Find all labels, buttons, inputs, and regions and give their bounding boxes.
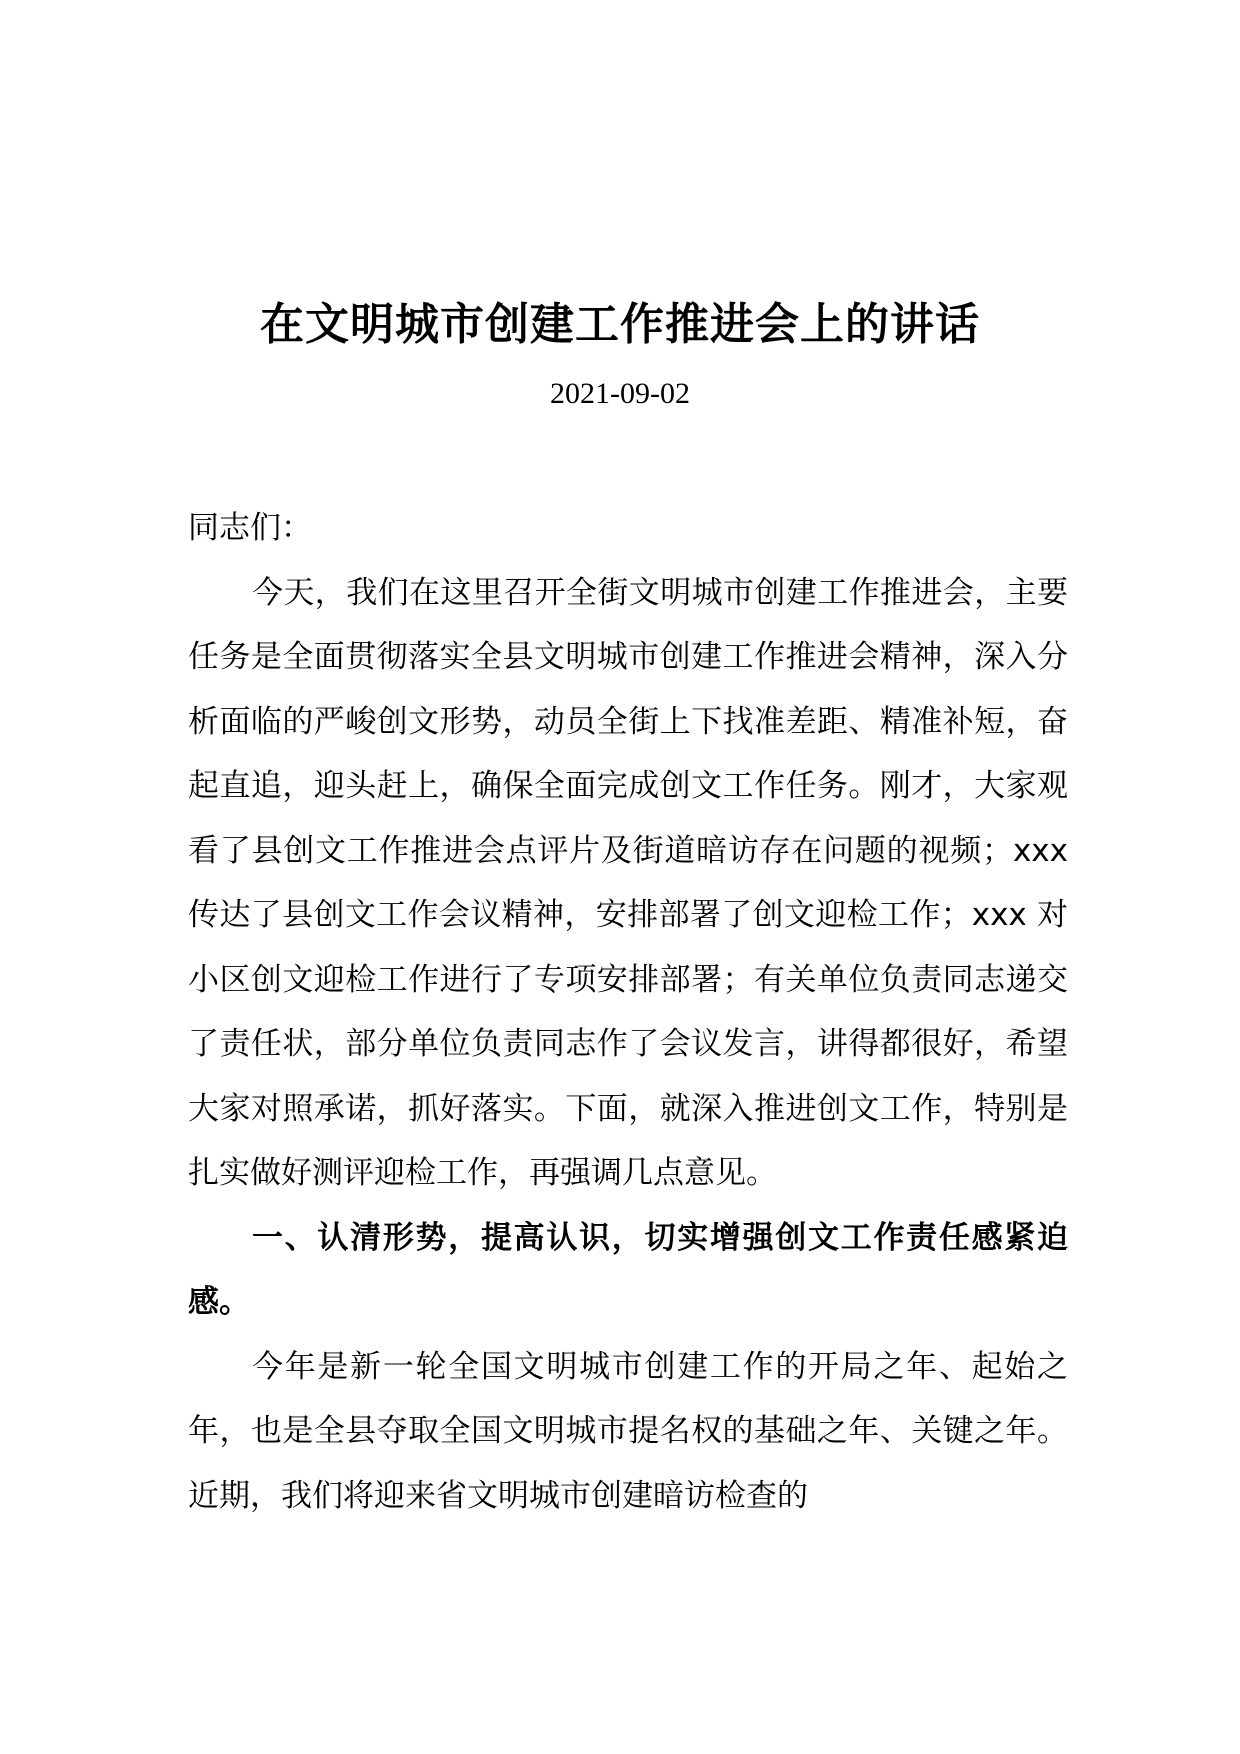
document-title: 在文明城市创建工作推进会上的讲话 <box>260 299 980 350</box>
document-date: 2021-09-02 <box>550 377 690 410</box>
salutation: 同志们： <box>188 510 312 546</box>
section-heading: 一、认清形势，提高认识，切实增强创文工作责任感紧迫感。 <box>188 1219 1068 1320</box>
body-paragraph: 今天，我们在这里召开全街文明城市创建工作推进会，主要任务是全面贯彻落实全县文明城市创建工作推进会精神，深入分析面临的严峻创文形势，动员全街上下找准差距、精准补短，奋起直追，迎头赶上，确保全面完成创文工作任务。刚才，大家观看了县创文工作推进会点评片及街道暗访存在问题的视频；xxx 传达了县创文工作会议精神，安排部署了创文迎检工作；xxx 对小区创文迎检工作进行了专项安排部署；有关单位负责同志递交了责任状，部分单位负责同志作了会议发言，讲得都很好，希望大家对照承诺，抓好落实。下面，就深入推进创文工作，特别是扎实做好测评迎检工作，再强调几点意见。 <box>188 574 1068 1191</box>
section-paragraph: 今年是新一轮全国文明城市创建工作的开局之年、起始之年，也是全县夺取全国文明城市提名权的基础之年、关键之年。近期，我们将迎来省文明城市创建暗访检查的 <box>188 1348 1068 1514</box>
document-body <box>188 496 1068 1528</box>
